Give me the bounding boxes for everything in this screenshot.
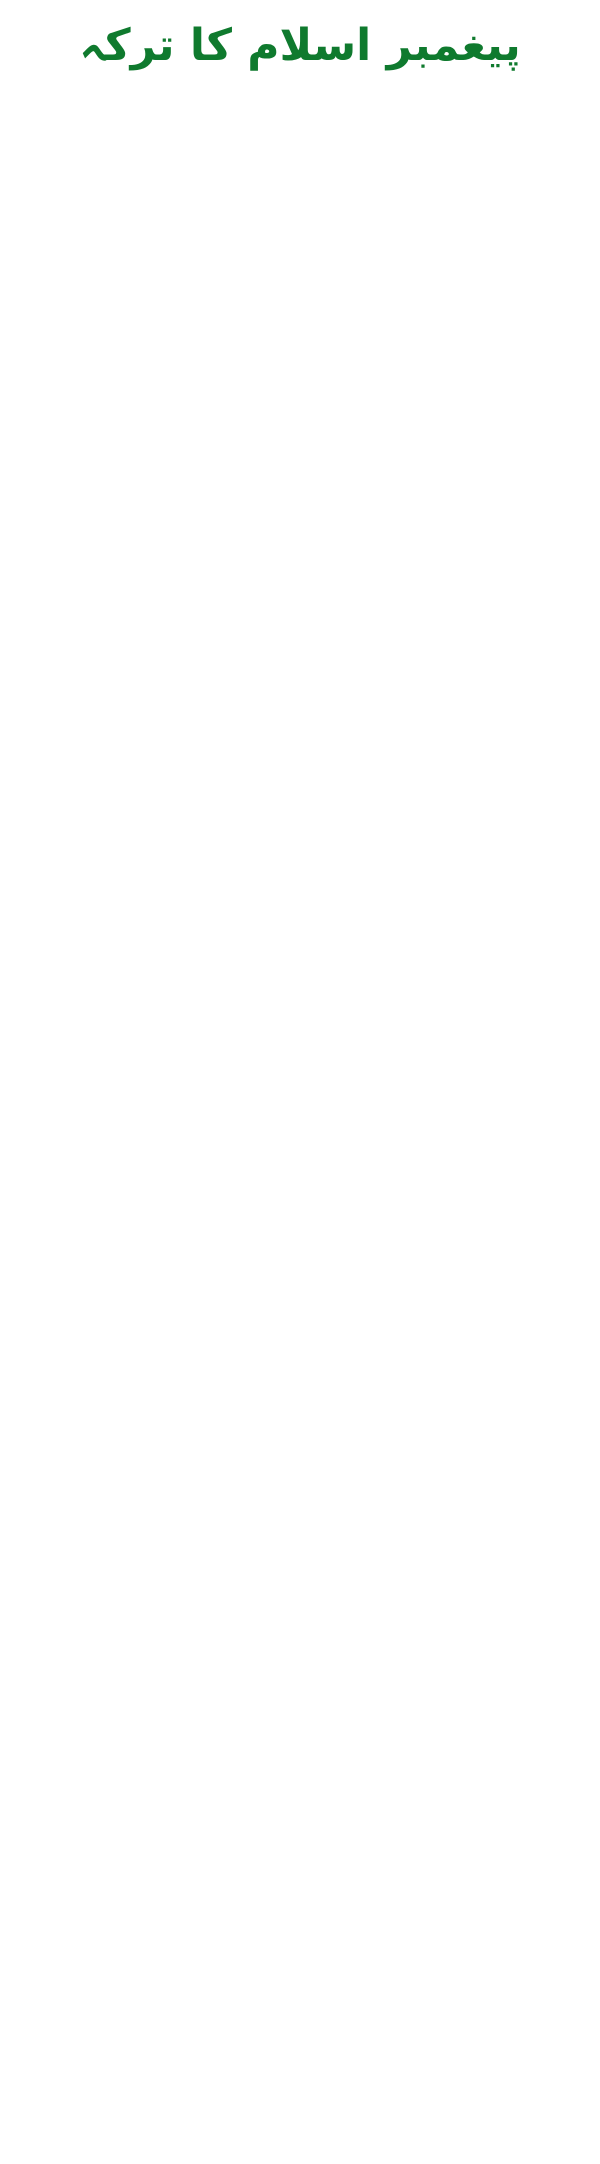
article-headline: پیغمبر اسلام کا ترکہ [79,20,521,71]
